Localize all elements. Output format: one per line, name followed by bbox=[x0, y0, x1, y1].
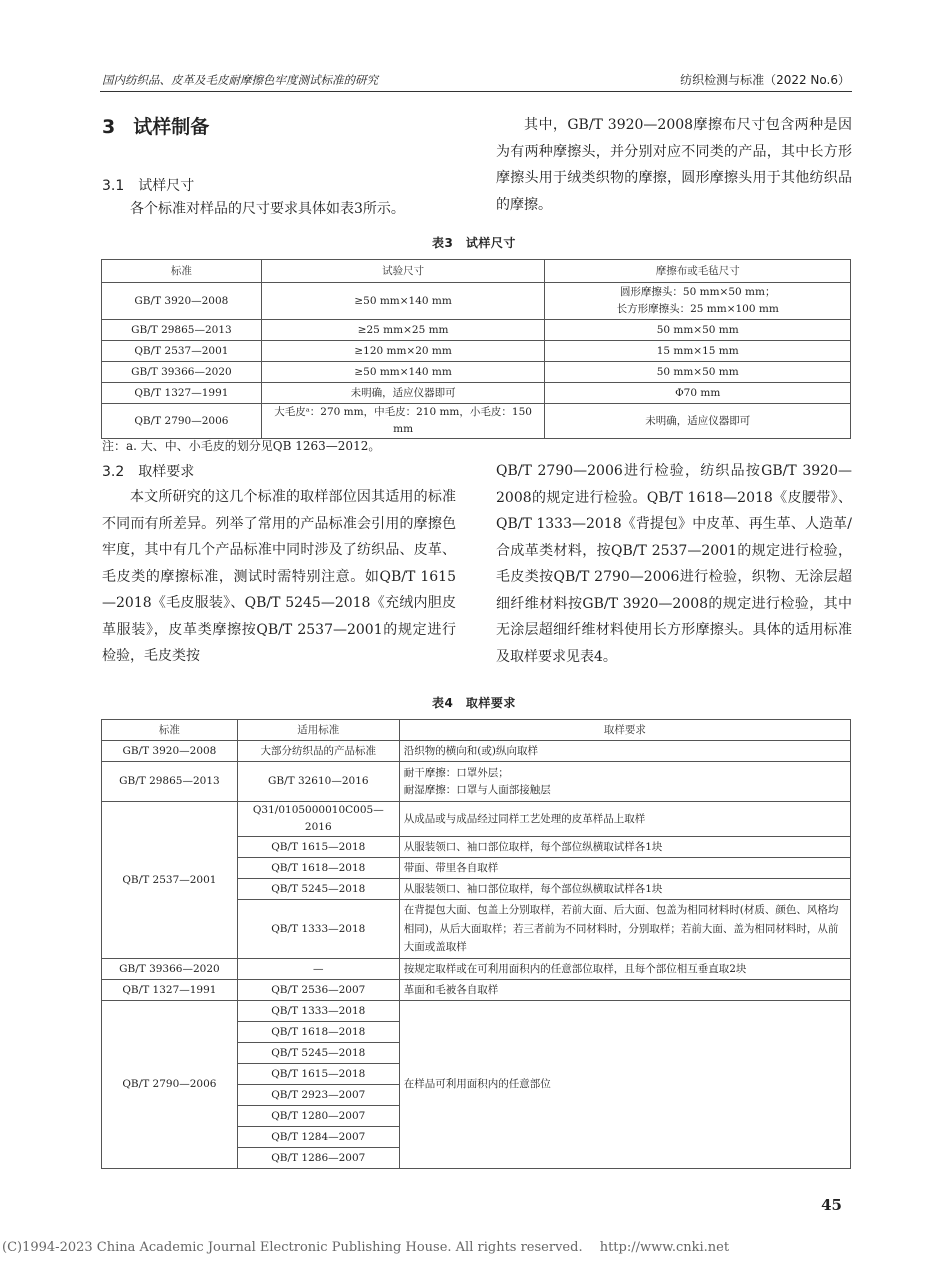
table-cell: QB/T 5245—2018 bbox=[237, 879, 399, 900]
section-3-2-heading bbox=[102, 461, 194, 481]
table-cell: 革面和毛被各自取样 bbox=[399, 980, 850, 1001]
section-3-2-right-paragraph: QB/T 2790—2006进行检验，纺织品按GB/T 3920—2008的规定进行检验。QB/T 1618—2018《皮腰带》、QB/T 1333—2018《背提包》中皮革、再生革、人造革/合成革类材料，按QB/T 2537—2001的规定进行检验，毛皮类按QB/T 2790—2006进行检验，织物、无涂层超细纤维材料按GB/T 3920—2008的规定进行检验，其中无涂层超细纤维材料使用长方形摩擦头。具体的适用标准及取样要求见表4。 bbox=[496, 463, 852, 665]
table-cell-line: 耐湿摩擦：口罩与人面部接触层 bbox=[403, 783, 551, 796]
table-row bbox=[102, 320, 851, 341]
table-cell: 50 mm×50 mm bbox=[545, 320, 851, 341]
table-cell: 从服装领口、袖口部位取样，每个部位纵横取试样各1块 bbox=[399, 879, 850, 900]
table-cell: GB/T 39366—2020 bbox=[102, 959, 238, 980]
table-cell: 沿织物的横向和(或)纵向取样 bbox=[399, 741, 850, 762]
table-4-header-standard: 标准 bbox=[102, 720, 238, 741]
table-3-header-standard: 标准 bbox=[102, 260, 262, 283]
table-cell: 在样品可利用面积内的任意部位 bbox=[399, 1001, 850, 1169]
table-cell: QB/T 1280—2007 bbox=[237, 1106, 399, 1127]
table-cell: QB/T 1618—2018 bbox=[237, 1022, 399, 1043]
table-cell: 带面、带里各自取样 bbox=[399, 858, 850, 879]
header-article-title: 国内纺织品、皮革及毛皮耐摩擦色牢度测试标准的研究 bbox=[102, 73, 378, 87]
section-3-1-title: 试样尺寸 bbox=[138, 178, 195, 194]
table-cell: 从服装领口、袖口部位取样，每个部位纵横取试样各1块 bbox=[399, 837, 850, 858]
table-cell: QB/T 2537—2001 bbox=[102, 802, 238, 959]
table-row bbox=[102, 741, 851, 762]
table-cell: 在背提包大面、包盖上分别取样，若前大面、后大面、包盖为相同材料时(材质、颜色、风格均相同)，从后大面取样；若三者前为不同材料时，分别取样；若前大面、盖为相同材料时，从前大面或盖取样 bbox=[399, 900, 850, 959]
table-cell: QB/T 1615—2018 bbox=[237, 1064, 399, 1085]
section-3-heading bbox=[102, 112, 209, 139]
table-cell: GB/T 3920—2008 bbox=[102, 741, 238, 762]
table-row bbox=[102, 383, 851, 404]
section-3-2-left-paragraph: 本文所研究的这几个标准的取样部位因其适用的标准不同而有所差异。列举了常用的产品标准会引用的摩擦色牢度，其中有几个产品标准中同时涉及了纺织品、皮革、毛皮类的摩擦标准，测试时需特别注意。如QB/T 1615—2018《毛皮服装》、QB/T 5245—2018《充绒内胆皮革服装》，皮革类摩擦按QB/T 2537—2001的规定进行检验，毛皮类按 bbox=[102, 489, 456, 664]
table-row bbox=[102, 959, 851, 980]
section-3-title: 试样制备 bbox=[133, 116, 210, 138]
table-cell-line: 耐干摩擦：口罩外层； bbox=[403, 766, 509, 779]
table-4-header-row bbox=[102, 720, 851, 741]
table-cell bbox=[545, 283, 851, 320]
table-cell: QB/T 1284—2007 bbox=[237, 1127, 399, 1148]
table-row bbox=[102, 341, 851, 362]
table-cell: ≥50 mm×140 mm bbox=[261, 283, 545, 320]
table-cell: 15 mm×15 mm bbox=[545, 341, 851, 362]
section-3-2-title: 取样要求 bbox=[138, 464, 195, 480]
table-cell: 大毛皮ᵃ：270 mm，中毛皮：210 mm，小毛皮：150 mm bbox=[261, 404, 545, 439]
page-number: 45 bbox=[821, 1196, 842, 1214]
table-cell: ≥25 mm×25 mm bbox=[261, 320, 545, 341]
table-cell: QB/T 5245—2018 bbox=[237, 1043, 399, 1064]
table-cell: — bbox=[237, 959, 399, 980]
table-cell: QB/T 1327—1991 bbox=[102, 383, 262, 404]
table-cell: GB/T 3920—2008 bbox=[102, 283, 262, 320]
table-cell: QB/T 1615—2018 bbox=[237, 837, 399, 858]
table-row bbox=[102, 283, 851, 320]
table-3-footnote: 注：a. 大、中、小毛皮的划分见QB 1263—2012。 bbox=[102, 439, 381, 453]
table-row bbox=[102, 762, 851, 802]
table-cell-line: 圆形摩擦头：50 mm×50 mm； bbox=[619, 286, 776, 298]
table-cell: GB/T 29865—2013 bbox=[102, 320, 262, 341]
table-cell: ≥120 mm×20 mm bbox=[261, 341, 545, 362]
table-3-header-cloth-size: 摩擦布或毛毡尺寸 bbox=[545, 260, 851, 283]
copyright-footer: (C)1994-2023 China Academic Journal Electronic Publishing House. All rights reserved. http://www.cnki.net bbox=[2, 1240, 730, 1255]
table-cell: QB/T 1333—2018 bbox=[237, 1001, 399, 1022]
table-cell: QB/T 2790—2006 bbox=[102, 404, 262, 439]
running-header bbox=[100, 66, 852, 92]
table-cell: QB/T 2790—2006 bbox=[102, 1001, 238, 1169]
table-row bbox=[102, 1001, 851, 1022]
table-cell: 未明确，适应仪器即可 bbox=[261, 383, 545, 404]
section-3-1-text: 各个标准对样品的尺寸要求具体如表3所示。 bbox=[130, 201, 405, 217]
table-cell: QB/T 1286—2007 bbox=[237, 1148, 399, 1169]
table-4-header-requirement: 取样要求 bbox=[399, 720, 850, 741]
table-cell: QB/T 1333—2018 bbox=[237, 900, 399, 959]
table-cell: Φ70 mm bbox=[545, 383, 851, 404]
table-cell: GB/T 32610—2016 bbox=[237, 762, 399, 802]
table-cell: QB/T 2537—2001 bbox=[102, 341, 262, 362]
table-row bbox=[102, 362, 851, 383]
table-row bbox=[102, 980, 851, 1001]
table-cell: 大部分纺织品的产品标准 bbox=[237, 741, 399, 762]
section-3-number: 3 bbox=[102, 116, 116, 138]
table-3-caption: 表3 试样尺寸 bbox=[432, 236, 516, 250]
section-3-1-heading bbox=[102, 175, 194, 195]
table-cell: QB/T 2536—2007 bbox=[237, 980, 399, 1001]
table-cell-line: 长方形摩擦头：25 mm×100 mm bbox=[616, 303, 779, 315]
table-cell: 从成品或与成品经过同样工艺处理的皮革样品上取样 bbox=[399, 802, 850, 837]
table-cell: 未明确，适应仪器即可 bbox=[545, 404, 851, 439]
table-cell: Q31/0105000010C005—2016 bbox=[237, 802, 399, 837]
table-cell: ≥50 mm×140 mm bbox=[261, 362, 545, 383]
header-journal-issue: 纺织检测与标准（2022 No.6） bbox=[680, 73, 850, 87]
section-3-1-number: 3.1 bbox=[102, 178, 125, 194]
section-3-right-paragraph: 其中，GB/T 3920—2008摩擦布尺寸包含两种是因为有两种摩擦头，并分别对应不同类的产品，其中长方形摩擦头用于绒类织物的摩擦，圆形摩擦头用于其他纺织品的摩擦。 bbox=[496, 117, 852, 213]
table-row bbox=[102, 802, 851, 837]
table-cell: QB/T 1327—1991 bbox=[102, 980, 238, 1001]
table-cell: GB/T 29865—2013 bbox=[102, 762, 238, 802]
table-4-caption: 表4 取样要求 bbox=[432, 696, 516, 710]
section-3-2-number: 3.2 bbox=[102, 464, 125, 480]
table-3-header-test-size: 试验尺寸 bbox=[261, 260, 545, 283]
table-cell: 50 mm×50 mm bbox=[545, 362, 851, 383]
table-4 bbox=[101, 719, 851, 1169]
table-cell: 按规定取样或在可利用面积内的任意部位取样，且每个部位相互垂直取2块 bbox=[399, 959, 850, 980]
table-3-header-row bbox=[102, 260, 851, 283]
table-4-header-applicable: 适用标准 bbox=[237, 720, 399, 741]
table-cell bbox=[399, 762, 850, 802]
table-cell: GB/T 39366—2020 bbox=[102, 362, 262, 383]
table-row bbox=[102, 404, 851, 439]
table-3 bbox=[101, 259, 851, 439]
table-cell: QB/T 1618—2018 bbox=[237, 858, 399, 879]
table-cell: QB/T 2923—2007 bbox=[237, 1085, 399, 1106]
